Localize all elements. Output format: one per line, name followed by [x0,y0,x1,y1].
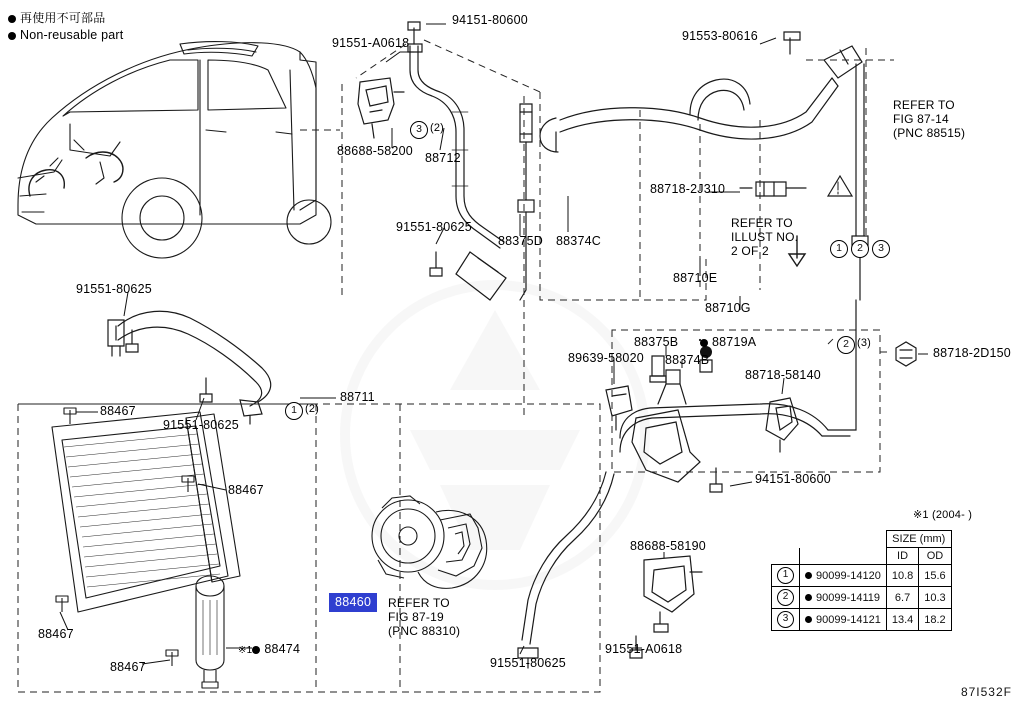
callout-88467-d: 88467 [110,660,146,674]
legend-jp-row [8,10,123,27]
bullet-icon [805,594,812,601]
ref-fig-87-19-line1: REFER TO [388,596,450,610]
size-table-header-row [772,548,952,565]
size-row-part: 90099-14119 [800,587,887,609]
bullet-icon [8,32,16,40]
qty-label-2: (3) [857,337,872,349]
callout-88710G: 88710G [705,301,751,315]
ref-fig-87-19-line2: FIG 87-19 [388,610,444,624]
callout-88718-2J310: 88718-2J310 [650,182,726,196]
qty-label-1: (2) [305,403,320,415]
qty-circle-2: 2 [837,336,855,354]
callout-88467-a: 88467 [100,404,136,418]
size-table-col-od: OD [919,548,951,565]
callout-91553-80616: 91553-80616 [682,29,758,43]
size-row-num: 2 [772,587,800,609]
asterisk-year-note: ※1 (2004- ) [913,509,973,521]
size-table-row [772,587,952,609]
size-row-num: 1 [772,565,800,587]
size-table-row [772,565,952,587]
legend-en-row [8,27,123,44]
callout-91551-80625-mid: 91551-80625 [396,220,472,234]
callout-88719A-row [700,335,756,349]
size-row-od: 15.6 [919,565,951,587]
callout-88474-row: ※1 88474 [238,642,301,656]
callout-88718-2D150: 88718-2D150 [933,346,1011,360]
ref-fig-87-14-line3: (PNC 88515) [893,126,966,140]
ref-fig-87-14-line2: FIG 87-14 [893,112,949,126]
size-row-id: 13.4 [886,609,918,631]
callout-89639-58020: 89639-58020 [568,351,644,365]
size-table-col-id: ID [886,548,918,565]
size-row-od: 18.2 [919,609,951,631]
figure-code: 87I532F [960,685,1012,699]
callout-88467-c: 88467 [38,627,74,641]
ref-illust-no [731,216,798,258]
ref-fig-87-19-line3: (PNC 88310) [388,624,461,638]
callout-91551-A0618-bottom: 91551-A0618 [605,642,683,656]
size-table-title: SIZE (mm) [886,531,951,548]
callout-91551-80625-lower: 91551-80625 [163,418,239,432]
size-table-row [772,609,952,631]
callout-88710E: 88710E [673,271,718,285]
legend-en-text: Non-reusable part [20,28,124,42]
callout-88375D: 88375D [498,234,543,248]
ref-fig-87-14 [893,98,965,140]
callout-88688-58190: 88688-58190 [630,539,706,553]
size-row-id: 6.7 [886,587,918,609]
callout-88688-58200: 88688-58200 [337,144,413,158]
callout-88374B: 88374B [665,353,710,367]
highlighted-part-number[interactable]: 88460 [329,593,377,612]
inline-circle-3: 3 [872,240,890,258]
size-row-num: 3 [772,609,800,631]
bullet-icon [252,646,260,654]
bullet-icon [700,339,708,347]
inline-circle-1: 1 [830,240,848,258]
callout-91551-80625-bottom: 91551-80625 [490,656,566,670]
callout-88719A: 88719A [712,335,757,349]
bullet-icon [8,15,16,23]
qty-label-3: (2) [430,122,445,134]
ref-illust-line2: ILLUST NO. [731,230,799,244]
callout-94151-80600-lower: 94151-80600 [755,472,831,486]
bullet-icon [805,572,812,579]
callout-88467-b: 88467 [228,483,264,497]
inline-circle-2: 2 [851,240,869,258]
ref-fig-87-19 [388,596,460,638]
legend-jp-text: 再使用不可部品 [20,11,106,25]
size-row-part: 90099-14121 [800,609,887,631]
legend [8,10,123,44]
size-row-od: 10.3 [919,587,951,609]
callout-94151-80600-top: 94151-80600 [452,13,528,27]
ref-illust-line1: REFER TO [731,216,793,230]
callout-88718-58140: 88718-58140 [745,368,821,382]
size-row-id: 10.8 [886,565,918,587]
size-row-part: 90099-14120 [800,565,887,587]
size-table [771,530,952,631]
callout-91551-80625-left: 91551-80625 [76,282,152,296]
ref-fig-87-14-line1: REFER TO [893,98,955,112]
callout-91551-A0618-top: 91551-A0618 [332,36,410,50]
bullet-icon [805,616,812,623]
ref-illust-line3: 2 OF 2 [731,244,769,258]
size-table-title-row [772,531,952,548]
qty-circle-3: 3 [410,121,428,139]
callout-88711: 88711 [340,390,375,404]
callout-88374C: 88374C [556,234,601,248]
callout-88375B: 88375B [634,335,679,349]
callout-88474: 88474 [264,642,301,656]
qty-circle-1: 1 [285,402,303,420]
callout-88712: 88712 [425,151,461,165]
